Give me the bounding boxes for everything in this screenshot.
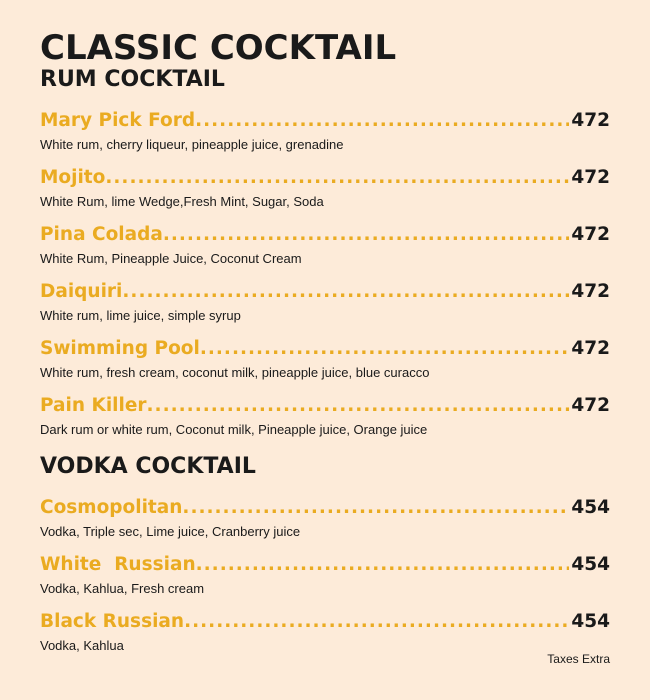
item-name: Cosmopolitan <box>40 497 183 518</box>
item-description: Dark rum or white rum, Coconut milk, Pineapple juice, Orange juice <box>40 422 428 437</box>
item-description: Vodka, Triple sec, Lime juice, Cranberry juice <box>40 524 301 539</box>
item-name: Pina Colada <box>40 224 163 245</box>
taxes-note: Taxes Extra <box>547 652 610 666</box>
item-description: White rum, fresh cream, coconut milk, pineapple juice, blue curacco <box>40 365 430 380</box>
item-name: Mojito <box>40 167 106 188</box>
menu-item-row <box>40 222 610 248</box>
item-price: 472 <box>571 167 610 188</box>
dot-leader <box>147 393 570 419</box>
menu-item <box>40 222 610 268</box>
item-name: Swimming Pool <box>40 338 200 359</box>
dot-leader <box>105 165 569 191</box>
item-price: 454 <box>571 497 610 518</box>
item-price: 472 <box>571 281 610 302</box>
dot-leader <box>182 495 569 521</box>
item-description: White Rum, Pineapple Juice, Coconut Cream <box>40 251 302 266</box>
section-heading-vodka: VODKA COCKTAIL <box>40 454 256 479</box>
item-price: 472 <box>571 395 610 416</box>
menu-item <box>40 552 610 598</box>
item-description: White rum, lime juice, simple syrup <box>40 308 241 323</box>
menu-item-row <box>40 552 610 578</box>
menu-item-row <box>40 279 610 305</box>
item-price: 472 <box>571 338 610 359</box>
menu-item-row <box>40 393 610 419</box>
item-description: Vodka, Kahlua <box>40 638 124 653</box>
page-title: CLASSIC COCKTAIL <box>40 28 397 68</box>
item-name: White Russian <box>40 554 196 575</box>
dot-leader <box>200 336 570 362</box>
item-name: Black Russian <box>40 611 185 632</box>
menu-item <box>40 336 610 382</box>
menu-item-row <box>40 108 610 134</box>
menu-item <box>40 609 610 655</box>
menu-item <box>40 495 610 541</box>
item-name: Pain Killer <box>40 395 147 416</box>
menu-item <box>40 279 610 325</box>
menu-item-row <box>40 495 610 521</box>
item-price: 472 <box>571 224 610 245</box>
item-price: 454 <box>571 554 610 575</box>
item-description: Vodka, Kahlua, Fresh cream <box>40 581 205 596</box>
section-heading-rum: RUM COCKTAIL <box>40 67 225 92</box>
item-description: White rum, cherry liqueur, pineapple juice, grenadine <box>40 137 344 152</box>
menu-item <box>40 393 610 439</box>
dot-leader <box>122 279 569 305</box>
item-price: 472 <box>571 110 610 131</box>
item-price: 454 <box>571 611 610 632</box>
dot-leader <box>163 222 570 248</box>
item-description: White Rum, lime Wedge,Fresh Mint, Sugar, Soda <box>40 194 324 209</box>
menu-item-row <box>40 336 610 362</box>
item-name: Mary Pick Ford <box>40 110 196 131</box>
menu-item <box>40 165 610 211</box>
dot-leader <box>196 552 570 578</box>
dot-leader <box>184 609 569 635</box>
item-name: Daiquiri <box>40 281 123 302</box>
menu-item <box>40 108 610 154</box>
menu-item-row <box>40 609 610 635</box>
dot-leader <box>195 108 569 134</box>
menu-item-row <box>40 165 610 191</box>
